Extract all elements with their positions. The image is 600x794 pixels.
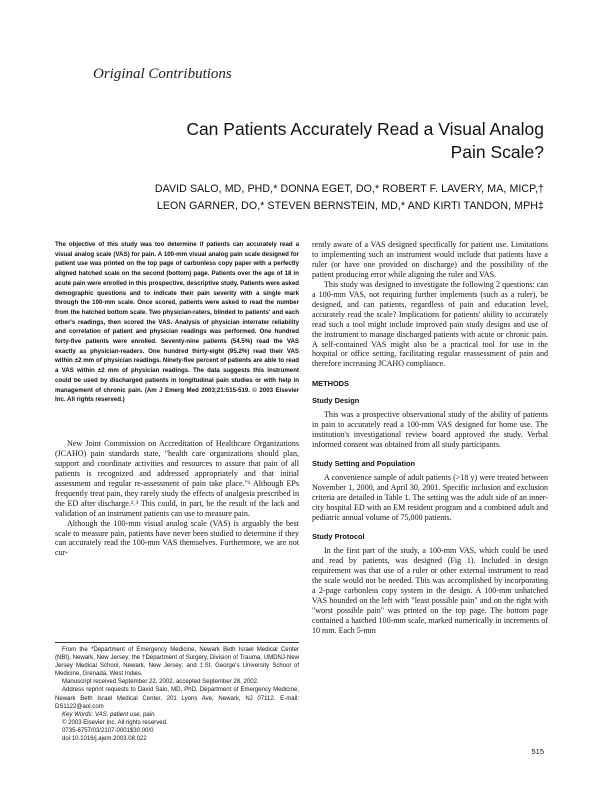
footnote-address: Address reprint requests to David Salo, MD, PhD, Department of Emergency Medicine, Newark Beth Israel Medical Center, 201 Lyons Ave, Newark, NJ 07112. E-mail: DS1122@aol.com bbox=[55, 687, 299, 710]
protocol-heading: Study Protocol bbox=[312, 531, 365, 541]
intro-paragraph-1: New Joint Commission on Accreditation of Healthcare Organizations (JCAHO) pain standards state, "health care organizations should plan, support and coordinate activities and resources to assure that pain of all patients is recognized and addressed appropriately and that initial assessment and regular re-assessment of pain take place."¹ Although EPs frequently treat pain, they rarely study the effects of analgesia prescribed in the ED after discharge.²˒³ This could, in part, be the result of the lack and validation of an instrument patients can use to measure pain. bbox=[55, 438, 299, 518]
title-line-2: Pain Scale? bbox=[450, 142, 544, 162]
footnote-issn: 0735-6757/03/2107-0001$30.00/0 bbox=[62, 727, 154, 734]
author-list bbox=[44, 181, 544, 215]
title-line-1: Can Patients Accurately Read a Visual Analog bbox=[186, 119, 544, 139]
intro-paragraph-3: rently aware of a VAS designed specifically for patient use. Limitations to implementing such an instrument would include that patients have a ruler (or have one provided on discharge) and the possibility of the patient producing error while aligning the ruler and VAS. bbox=[312, 240, 548, 279]
authors-line-1: DAVID SALO, MD, PHD,* DONNA EGET, DO,* ROBERT F. LAVERY, MA, MICP,† bbox=[154, 183, 544, 195]
article-title bbox=[124, 118, 544, 164]
footnote-keywords: Key Words: VAS, patient use, pain. bbox=[62, 711, 157, 718]
setting-heading: Study Setting and Population bbox=[312, 459, 416, 469]
section-label: Original Contributions bbox=[93, 66, 232, 82]
intro-paragraph-4: This study was designed to investigate the following 2 questions: can a 100-mm VAS, not requiring further implements (such as a ruler), be designed, and can patients, regardless of pain and education level, accurately read the scale? Implications for patients' ability to accurately read such a tool might include improved pain study designs and use of the instrument to manage discharged patients with acute or chronic pain. A self-contained VAS might also be a practical tool for use in the hospital or office setting, facilitating regular reassessment of pain and therefore increasing JCAHO compliance. bbox=[312, 279, 548, 369]
footnote-doi: doi:10.1016/j.ajem.2003.08.022 bbox=[62, 736, 147, 743]
footnote-received: Manuscript received September 22, 2002, accepted September 28, 2002. bbox=[62, 679, 259, 686]
footnote-copyright: © 2003 Elsevier Inc. All rights reserved. bbox=[62, 719, 168, 726]
footnote-affiliations: From the *Department of Emergency Medicine, Newark Beth Israel Medical Center (NBI), Newark, New Jersey; the †Department of Surgery, Division of Trauma, UMDNJ-New Jersey Medical School, Newark, New Jersey; and ‡St. George's University School of Medicine, Grenada, West Indies. bbox=[55, 647, 299, 678]
study-design-heading: Study Design bbox=[312, 396, 360, 406]
protocol-text: In the first part of the study, a 100-mm VAS, which could be used and read by patients, was designed (Fig 1). Included in design requirement was that use of a ruler or other external instrument to read the scale would not be needed. This was accomplished by incorporating a 2-page carbonless copy system in the design. A 100-mm unhatched VAS bounded on the left with "least possible pain" and on the right with "worst possible pain" was printed on the top page. The bottom page contained a hatched 100-mm scale, marked numerically in increments of 10 mm. Each 5-mm bbox=[312, 545, 548, 635]
footnotes bbox=[55, 646, 299, 743]
study-design-text: This was a prospective observational study of the ability of patients in pain to accurately read a 100-mm VAS designed for home use. The institution's investigational review board approved the study. Verbal informed consent was obtained from all study participants. bbox=[312, 410, 548, 450]
methods-heading: METHODS bbox=[312, 379, 349, 389]
authors-line-2: LEON GARNER, DO,* STEVEN BERNSTEIN, MD,* AND KIRTI TANDON, MPH‡ bbox=[156, 200, 544, 212]
setting-text: A convenience sample of adult patients (>18 y) were treated between November 1, 2000, and April 30, 2001. Specific inclusion and exclusion criteria are detailed in Table 1. The setting was the adult side of an inner-city hospital ED with an EM resident program and a combined adult and pediatric annual volume of 75,000 patients. bbox=[312, 473, 548, 523]
footnote-divider bbox=[55, 642, 299, 643]
abstract: The objective of this study was too determine if patients can accurately read a visual analog scale (VAS) for pain. A 100-mm visual analog pain scale designed for patient use was printed on the top page of carbonless copy paper with a perfectly aligned hatched scale on the second (bottom) page. Patients over the age of 18 in acute pain were enrolled in this prospective, descriptive study. Patients were asked demographic questions and to indicate their pain severity with a single mark through the 100-mm scale. Once scored, patients were asked to read the number from the hatched bottom scale. Two physician-raters, blinded to patients' and each other's readings, then scored the VAS. Analysis of physician interrater reliability and correlation of patient and physician readings was performed. One hundred forty-five patients were enrolled. Seventy-nine patients (54.5%) read the VAS exactly as physician-readers. One hundred thirty-eight (95.2%) read their VAS within ±2 mm of physician readings. Ninety-five percent of patients are able to read a VAS within ±2 mm of physician readings. The data suggests this instrument could be used by discharged patients in longitudinal pain studies or with help in management of chronic pain. (Am J Emerg Med 2003;21:515-519. © 2003 Elsevier Inc. All rights reserved.) bbox=[55, 241, 299, 404]
left-column bbox=[55, 240, 299, 558]
page-number: 515 bbox=[531, 747, 544, 756]
right-column bbox=[312, 240, 548, 636]
intro-paragraph-2: Although the 100-mm visual analog scale (VAS) is arguably the best scale to measure pain, patients have never been studied to determine if they can accurately read the 100-mm VAS themselves. Furthermore, we are not cur- bbox=[55, 518, 299, 558]
